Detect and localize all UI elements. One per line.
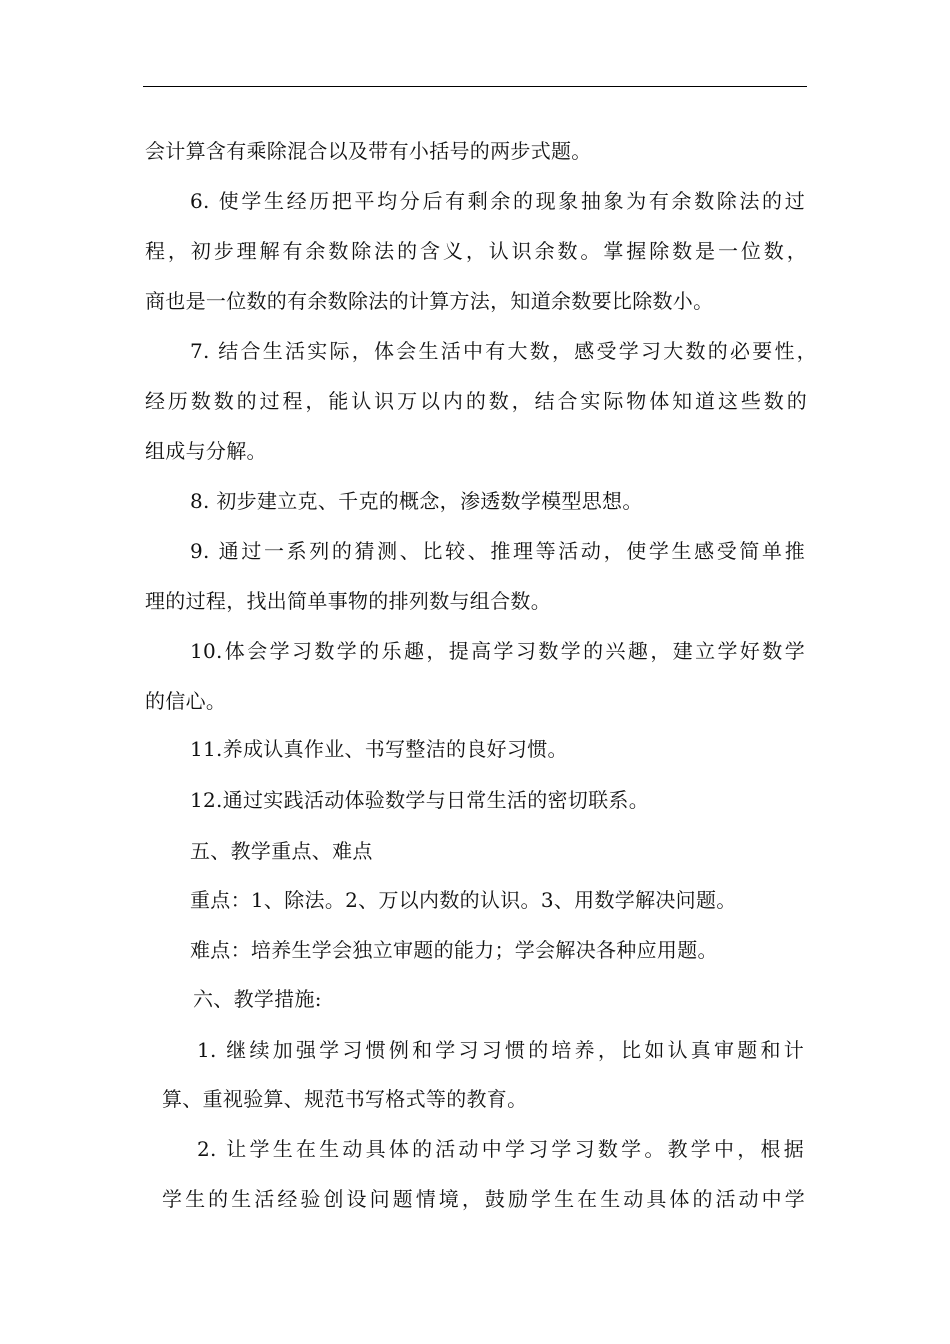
text-line: 8. 初步建立克、千克的概念，渗透数学模型思想。	[190, 489, 643, 513]
text-line: 1. 继续加强学习惯例和学习习惯的培养，比如认真审题和计	[197, 1038, 804, 1062]
text-line: 10.体会学习数学的乐趣，提高学习数学的兴趣，建立学好数学	[190, 639, 805, 663]
text-line: 程，初步理解有余数除法的含义，认识余数。掌握除数是一位数，	[145, 239, 807, 263]
text-line: 经历数数的过程，能认识万以内的数，结合实际物体知道这些数的	[145, 389, 807, 413]
text-line: 理的过程，找出简单事物的排列数与组合数。	[145, 589, 551, 613]
text-line: 算、重视验算、规范书写格式等的教育。	[162, 1087, 528, 1111]
text-line: 商也是一位数的有余数除法的计算方法，知道余数要比除数小。	[145, 289, 714, 313]
text-line: 组成与分解。	[145, 439, 267, 463]
section-heading: 五、教学重点、难点	[190, 839, 373, 863]
text-line: 难点：培养生学会独立审题的能力；学会解决各种应用题。	[190, 938, 718, 962]
text-line: 6. 使学生经历把平均分后有剩余的现象抽象为有余数除法的过	[190, 189, 805, 213]
text-line: 9. 通过一系列的猜测、比较、推理等活动，使学生感受简单推	[190, 539, 805, 563]
text-line: 学生的生活经验创设问题情境，鼓励学生在生动具体的活动中学	[162, 1187, 805, 1211]
text-line: 重点：1、除法。2、万以内数的认识。3、用数学解决问题。	[190, 888, 737, 912]
text-line: 7. 结合生活实际，体会生活中有大数，感受学习大数的必要性，	[190, 339, 817, 363]
text-line: 的信心。	[145, 689, 227, 713]
text-line: 2. 让学生在生动具体的活动中学习学习数学。教学中，根据	[197, 1137, 804, 1161]
text-line: 会计算含有乘除混合以及带有小括号的两步式题。	[145, 139, 592, 163]
header-rule	[143, 86, 807, 87]
section-heading: 六、教学措施:	[193, 987, 322, 1011]
text-line: 12.通过实践活动体验数学与日常生活的密切联系。	[190, 788, 650, 812]
text-line: 11.养成认真作业、书写整洁的良好习惯。	[190, 737, 568, 761]
